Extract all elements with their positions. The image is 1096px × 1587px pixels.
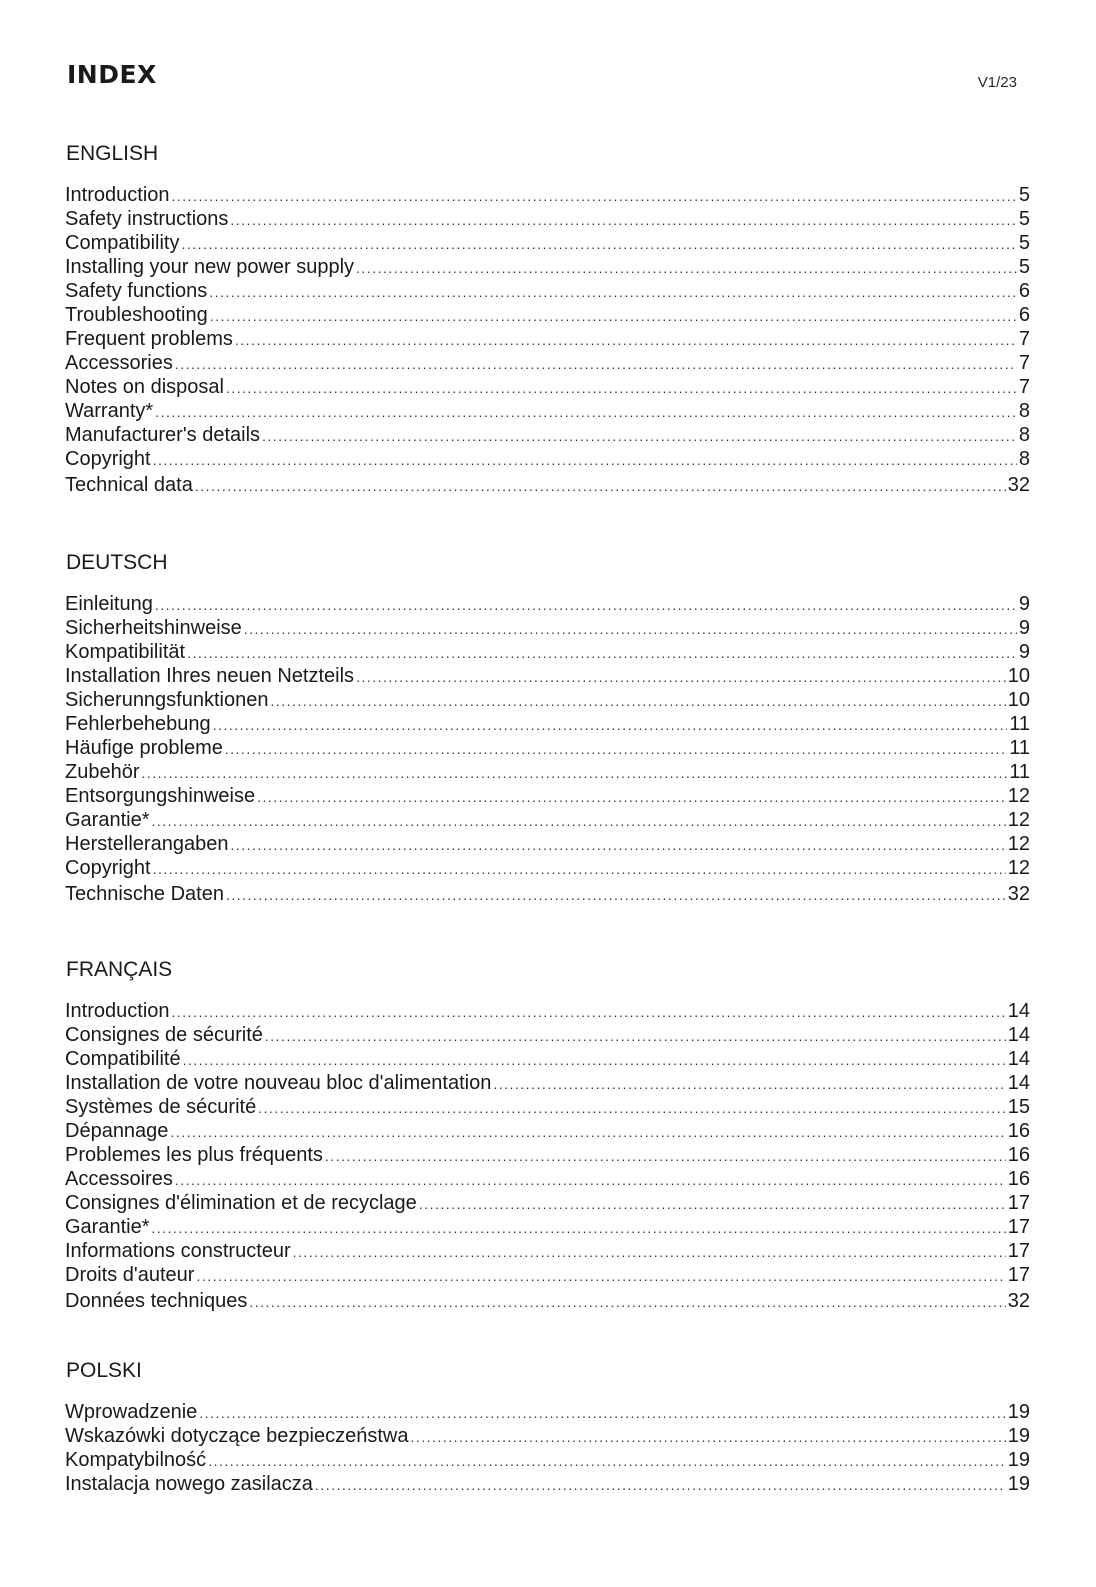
toc-entry-label: Consignes de sécurité (65, 1024, 263, 1046)
toc-entry-label: Informations constructeur (65, 1240, 291, 1262)
section-heading: POLSKI (66, 1359, 142, 1382)
dot-leader (155, 400, 1017, 424)
dot-leader (152, 1216, 1006, 1240)
toc-entry-page-number: 5 (1018, 184, 1030, 206)
toc-entry[interactable] (65, 1400, 1030, 1424)
dot-leader (293, 1240, 1006, 1264)
toc-section-polski (65, 1358, 1030, 1496)
dot-leader (225, 737, 1007, 761)
dot-leader (155, 593, 1017, 617)
dot-leader (210, 304, 1017, 328)
toc-entry-label: Installing your new power supply (65, 256, 355, 278)
dot-leader (257, 785, 1006, 809)
dot-leader (356, 256, 1017, 280)
toc-entry[interactable] (65, 640, 1030, 664)
toc-entry[interactable] (65, 1472, 1030, 1496)
toc-entry[interactable] (65, 351, 1030, 375)
dot-leader (249, 1290, 1005, 1314)
toc-entry[interactable] (65, 736, 1030, 760)
toc-entry-label: Installation de votre nouveau bloc d'alimentation (65, 1072, 492, 1094)
toc-entry[interactable] (65, 207, 1030, 231)
dot-leader (209, 280, 1017, 304)
toc-entry-page-number: 16 (1007, 1168, 1030, 1190)
toc-entry-label: Copyright (65, 857, 151, 879)
toc-entry[interactable] (65, 1071, 1030, 1095)
dot-leader (325, 1144, 1006, 1168)
dot-leader (235, 328, 1017, 352)
toc-entry[interactable] (65, 882, 1030, 906)
toc-entry[interactable] (65, 616, 1030, 640)
toc-entry-label: Systèmes de sécurité (65, 1096, 257, 1118)
toc-entry-label: Compatibilité (65, 1048, 181, 1070)
toc-entry-label: Technische Daten (65, 883, 224, 905)
toc-entry-page-number: 8 (1018, 448, 1030, 470)
toc-entry-label: Copyright (65, 448, 151, 470)
toc-entry[interactable] (65, 856, 1030, 880)
section-heading: ENGLISH (66, 142, 159, 165)
toc-entry-page-number: 15 (1007, 1096, 1030, 1118)
toc-entry-page-number: 11 (1009, 737, 1030, 759)
toc-entry-label: Droits d'auteur (65, 1264, 195, 1286)
toc-entry-label: Sicherheitshinweise (65, 617, 242, 639)
toc-entry-label: Installation Ihres neuen Netzteils (65, 665, 355, 687)
toc-entry-page-number: 32 (1007, 883, 1030, 905)
toc-entry[interactable] (65, 688, 1030, 712)
toc-entry-page-number: 6 (1018, 280, 1030, 302)
toc-entry-label: Manufacturer's details (65, 424, 261, 446)
dot-leader (172, 1000, 1006, 1024)
toc-entry-label: Entsorgungshinweise (65, 785, 256, 807)
toc-entry-page-number: 5 (1018, 232, 1030, 254)
dot-leader (258, 1096, 1006, 1120)
toc-entry-label: Notes on disposal (65, 376, 224, 398)
toc-entry[interactable] (65, 231, 1030, 255)
dot-leader (175, 1168, 1006, 1192)
toc-entry-label: Sicherunngsfunktionen (65, 689, 269, 711)
toc-entry-page-number: 7 (1018, 352, 1030, 374)
toc-entry[interactable] (65, 183, 1030, 207)
toc-entry[interactable] (65, 1215, 1030, 1239)
toc-entry[interactable] (65, 1424, 1030, 1448)
toc-entry-label: Accessories (65, 352, 173, 374)
toc-entry-page-number: 9 (1018, 593, 1030, 615)
toc-entry-page-number: 12 (1007, 833, 1030, 855)
toc-entry[interactable] (65, 1047, 1030, 1071)
toc-entry-page-number: 17 (1007, 1216, 1030, 1238)
toc-entry-label: Häufige probleme (65, 737, 223, 759)
toc-entry-label: Troubleshooting (65, 304, 208, 326)
toc-entry[interactable] (65, 1289, 1030, 1313)
dot-leader (262, 424, 1017, 448)
toc-entry-page-number: 19 (1007, 1449, 1030, 1471)
toc-entry-page-number: 14 (1007, 1024, 1030, 1046)
toc-entry-label: Dépannage (65, 1120, 169, 1142)
toc-entry-page-number: 7 (1018, 376, 1030, 398)
toc-section-english (65, 141, 1030, 497)
toc-entry-page-number: 32 (1007, 474, 1030, 496)
dot-leader (142, 761, 1008, 785)
toc-entry-label: Fehlerbehebung (65, 713, 211, 735)
toc-entry-page-number: 14 (1007, 1000, 1030, 1022)
toc-entry-label: Wprowadzenie (65, 1401, 198, 1423)
toc-entry[interactable] (65, 1263, 1030, 1287)
toc-entry[interactable] (65, 1191, 1030, 1215)
toc-entry-page-number: 8 (1018, 424, 1030, 446)
dot-leader (153, 448, 1017, 472)
toc-entry-label: Introduction (65, 184, 170, 206)
toc-entry-label: Herstellerangaben (65, 833, 229, 855)
toc-entry-page-number: 14 (1007, 1072, 1030, 1094)
toc-entry-page-number: 12 (1007, 809, 1030, 831)
toc-entry[interactable] (65, 760, 1030, 784)
section-heading: FRANÇAIS (66, 958, 173, 981)
dot-leader (244, 617, 1017, 641)
dot-leader (270, 689, 1005, 713)
page-title: INDEX (67, 60, 157, 89)
toc-entry[interactable] (65, 447, 1030, 471)
toc-entry-page-number: 16 (1007, 1144, 1030, 1166)
toc-entry-label: Données techniques (65, 1290, 248, 1312)
toc-entry-page-number: 17 (1007, 1240, 1030, 1262)
toc-entry[interactable] (65, 1448, 1030, 1472)
toc-entry-page-number: 19 (1007, 1425, 1030, 1447)
dot-leader (172, 184, 1017, 208)
dot-leader (199, 1401, 1005, 1425)
toc-section-francais (65, 957, 1030, 1313)
toc-entry-page-number: 11 (1009, 713, 1030, 735)
toc-entry-page-number: 9 (1018, 641, 1030, 663)
toc-entry[interactable] (65, 279, 1030, 303)
dot-leader (183, 1048, 1006, 1072)
toc-entry[interactable] (65, 1119, 1030, 1143)
toc-entry-page-number: 7 (1018, 328, 1030, 350)
toc-entry-label: Zubehör (65, 761, 140, 783)
dot-leader (226, 376, 1017, 400)
dot-leader (196, 1264, 1005, 1288)
dot-leader (230, 833, 1005, 857)
dot-leader (315, 1473, 1006, 1497)
dot-leader (170, 1120, 1005, 1144)
toc-entry-page-number: 19 (1007, 1401, 1030, 1423)
toc-entry[interactable] (65, 808, 1030, 832)
toc-entry[interactable] (65, 423, 1030, 447)
toc-entry[interactable] (65, 399, 1030, 423)
toc-entry-page-number: 6 (1018, 304, 1030, 326)
toc-entry-page-number: 12 (1007, 857, 1030, 879)
toc-entry-label: Problemes les plus fréquents (65, 1144, 323, 1166)
toc-entry-page-number: 17 (1007, 1264, 1030, 1286)
section-heading: DEUTSCH (66, 551, 168, 574)
toc-entry-label: Safety instructions (65, 208, 229, 230)
toc-entry[interactable] (65, 832, 1030, 856)
toc-entry-page-number: 5 (1018, 256, 1030, 278)
toc-entry-label: Wskazówki dotyczące bezpieczeństwa (65, 1425, 409, 1447)
toc-entry-page-number: 11 (1009, 761, 1030, 783)
toc-entry[interactable] (65, 255, 1030, 279)
toc-entry-page-number: 8 (1018, 400, 1030, 422)
toc-entry-label: Technical data (65, 474, 193, 496)
dot-leader (152, 809, 1006, 833)
dot-leader (213, 713, 1008, 737)
toc-entry-label: Consignes d'élimination et de recyclage (65, 1192, 417, 1214)
toc-entry[interactable] (65, 1023, 1030, 1047)
toc-entry-page-number: 12 (1007, 785, 1030, 807)
toc-entry[interactable] (65, 375, 1030, 399)
toc-entry-label: Introduction (65, 1000, 170, 1022)
toc-entry-page-number: 10 (1007, 665, 1030, 687)
toc-entry-label: Kompatybilność (65, 1449, 207, 1471)
toc-entry-label: Frequent problems (65, 328, 233, 350)
version-label: V1/23 (977, 74, 1017, 91)
toc-entry[interactable] (65, 473, 1030, 497)
toc-entry-label: Compatibility (65, 232, 180, 254)
toc-entry-label: Garantie* (65, 809, 150, 831)
toc-entry[interactable] (65, 327, 1030, 351)
toc-entry-label: Safety functions (65, 280, 208, 302)
dot-leader (265, 1024, 1006, 1048)
dot-leader (208, 1449, 1006, 1473)
toc-entry-label: Instalacja nowego zasilacza (65, 1473, 313, 1495)
dot-leader (356, 665, 1006, 689)
dot-leader (175, 352, 1017, 376)
toc-entry[interactable] (65, 303, 1030, 327)
toc-entry[interactable] (65, 1143, 1030, 1167)
dot-leader (493, 1072, 1005, 1096)
toc-entry-label: Warranty* (65, 400, 154, 422)
dot-leader (153, 857, 1006, 881)
toc-entry[interactable] (65, 999, 1030, 1023)
dot-leader (195, 474, 1006, 498)
toc-entry-page-number: 17 (1007, 1192, 1030, 1214)
toc-entry[interactable] (65, 592, 1030, 616)
toc-entry-page-number: 32 (1007, 1290, 1030, 1312)
toc-entry-page-number: 5 (1018, 208, 1030, 230)
dot-leader (419, 1192, 1006, 1216)
toc-entry-label: Accessoires (65, 1168, 173, 1190)
toc-entry[interactable] (65, 1167, 1030, 1191)
dot-leader (226, 883, 1006, 907)
toc-entry[interactable] (65, 784, 1030, 808)
dot-leader (187, 641, 1017, 665)
toc-entry-page-number: 16 (1007, 1120, 1030, 1142)
toc-entry-page-number: 10 (1007, 689, 1030, 711)
toc-entry-page-number: 19 (1007, 1473, 1030, 1495)
dot-leader (230, 208, 1016, 232)
toc-entry-page-number: 9 (1018, 617, 1030, 639)
toc-entry-label: Kompatibilität (65, 641, 186, 663)
toc-entry[interactable] (65, 1239, 1030, 1263)
toc-entry-label: Garantie* (65, 1216, 150, 1238)
toc-section-deutsch (65, 550, 1030, 906)
toc-entry-page-number: 14 (1007, 1048, 1030, 1070)
dot-leader (410, 1425, 1005, 1449)
dot-leader (181, 232, 1016, 256)
toc-entry-label: Einleitung (65, 593, 153, 615)
toc-entry[interactable] (65, 1095, 1030, 1119)
toc-entry[interactable] (65, 664, 1030, 688)
toc-entry[interactable] (65, 712, 1030, 736)
